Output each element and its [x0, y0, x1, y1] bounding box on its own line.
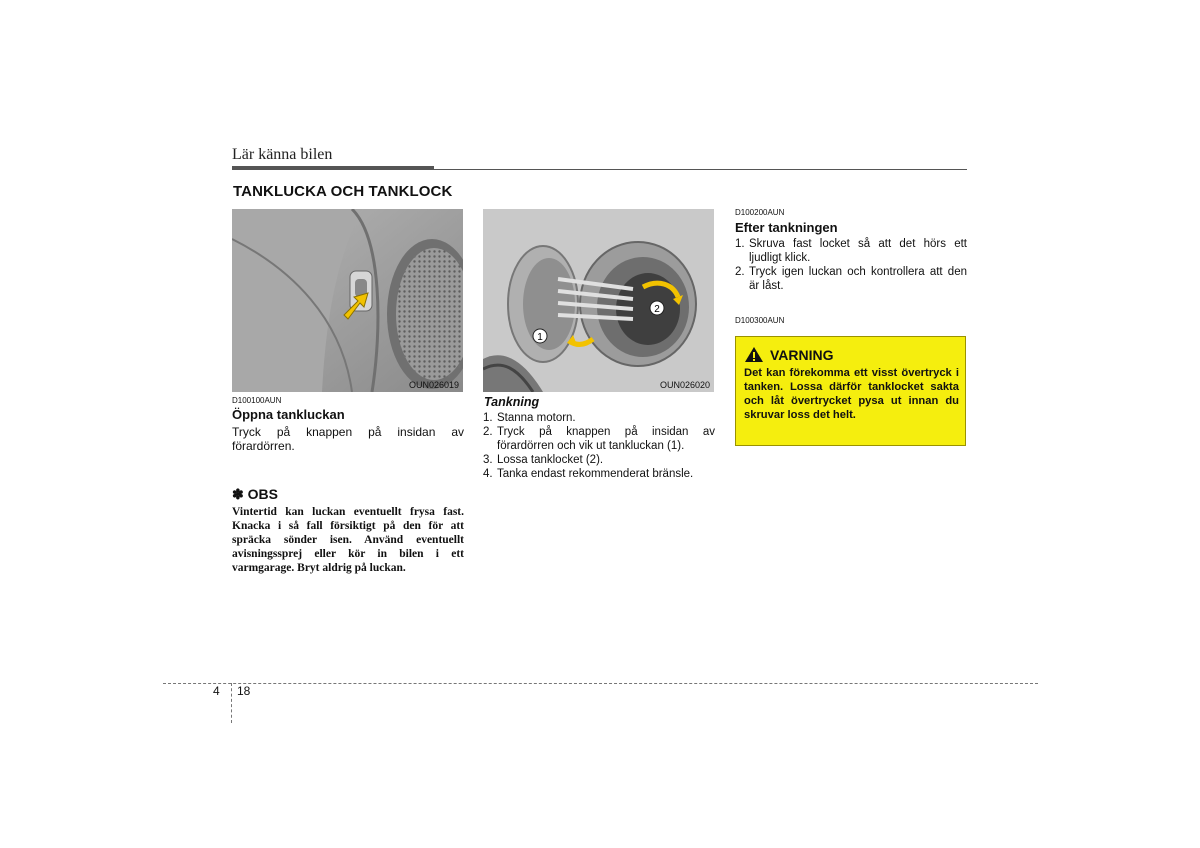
list-item: 3. Lossa tanklocket (2).: [483, 454, 604, 466]
footer-rule: [163, 683, 1038, 684]
callout-2: 2: [654, 304, 660, 315]
section-code: D100100AUN: [232, 396, 282, 405]
header-rule: [434, 169, 967, 170]
after-refueling-heading: Efter tankningen: [735, 220, 838, 235]
list-item: 2. Tryck igen luckan och kontrollera att den är låst.: [735, 266, 967, 292]
warning-triangle-icon: [744, 346, 764, 363]
refueling-subtitle: Tankning: [484, 395, 540, 409]
figure-fuel-door: [483, 209, 714, 392]
refueling-steps: [483, 411, 715, 481]
obs-text: Vintertid kan luckan eventuellt frysa fast. Knacka i så fall försiktigt på den för att spräcka sönder isen. Använd eventuellt avisningssprej eller kör in bilen i ett varmgarage. Bryt aldrig på luckan.: [232, 506, 464, 574]
callout-1: 1: [537, 332, 543, 343]
list-item: 1. Stanna motorn.: [483, 412, 576, 424]
fuel-button-illustration: [232, 209, 463, 392]
section-code: D100200AUN: [735, 208, 785, 217]
header-bar: [232, 166, 434, 170]
section-code: D100300AUN: [735, 316, 785, 325]
footer-divider: [231, 683, 232, 723]
warning-box: [735, 336, 966, 446]
obs-title: ✽ OBS: [232, 486, 278, 502]
chapter-header: Lär känna bilen: [232, 146, 333, 163]
warning-header: [744, 346, 834, 363]
list-item: 4. Tanka endast rekommenderat bränsle.: [483, 468, 694, 480]
open-fuel-door-text: Tryck på knappen på insidan av förardörren.: [232, 425, 464, 453]
figure-code: OUN026020: [659, 380, 710, 390]
list-item: 1. Skruva fast locket så att det hörs ett ljudligt klick.: [735, 238, 967, 264]
section-title: TANKLUCKA OCH TANKLOCK: [233, 183, 453, 200]
list-item: 2. Tryck på knappen på insidan av förardörren och vik ut tankluckan (1).: [483, 426, 715, 452]
chapter-number: 4: [213, 684, 220, 698]
figure-fuel-button: [232, 209, 463, 392]
page-number: 18: [237, 684, 251, 698]
warning-text: Det kan förekomma ett visst övertryck i tanken. Lossa därför tanklocket sakta och låt övertrycket pysa ut innan du skruvar loss det helt.: [744, 367, 959, 421]
figure-code: OUN026019: [408, 380, 459, 390]
open-fuel-door-heading: Öppna tankluckan: [232, 407, 345, 422]
warning-label: VARNING: [770, 346, 834, 363]
fuel-door-illustration: [483, 209, 714, 392]
after-refueling-steps: [735, 237, 967, 293]
